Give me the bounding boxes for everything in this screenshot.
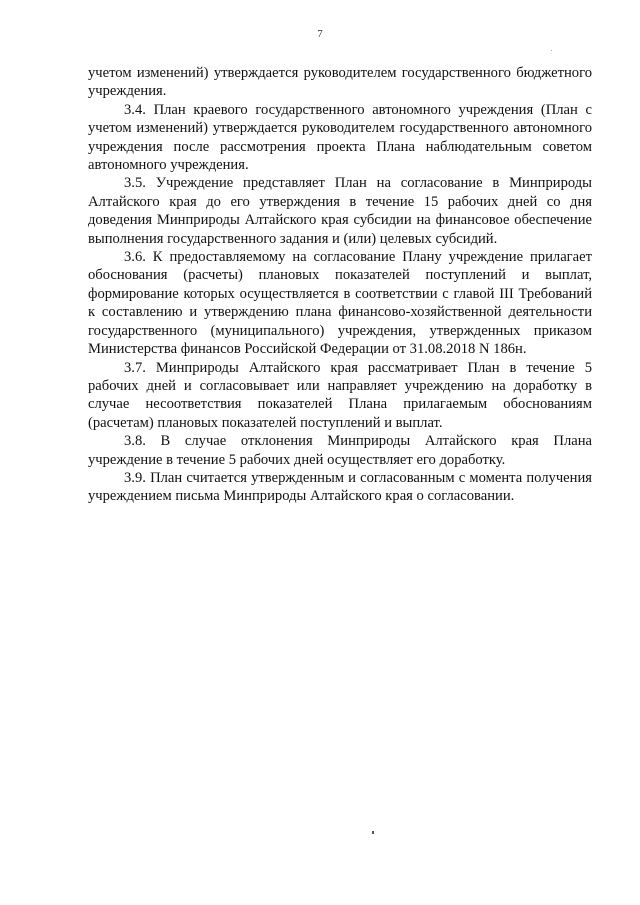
paragraph-3-9: 3.9. План считается утвержденным и согласованным с момента получения учреждением письма Минприроды Алтайского края о согласовании.: [88, 469, 592, 505]
paragraph-3-7: 3.7. Минприроды Алтайского края рассматривает План в течение 5 рабочих дней и согласовывает или направляет учреждению на доработку в случае несоответствия показателей Плана прилагаемым обоснованиям (расчетам) плановых показателей поступлений и выплат.: [88, 359, 592, 431]
paragraph-3-5: 3.5. Учреждение представляет План на согласование в Минприроды Алтайского края до его утверждения в течение 15 рабочих дней со дня доведения Минприроды Алтайского края субсидии на финансовое обеспечение выполнения государственного задания и (или) целевых субсидий.: [88, 175, 592, 247]
scan-speck: [372, 831, 374, 834]
paragraph-3-4: 3.4. План краевого государственного автономного учреждения (План с учетом изменений) утверждается руководителем государственного автономного учреждения после рассмотрения проекта Плана наблюдательным советом автономного учреждения.: [88, 101, 592, 174]
paragraph-3-8: 3.8. В случае отклонения Минприроды Алтайского края Плана учреждение в течение 5 рабочих дней осуществляет его доработку.: [88, 433, 592, 468]
paragraph-continuation: учетом изменений) утверждается руководителем государственного бюджетного учреждения.: [88, 65, 592, 100]
page-number: 7: [317, 28, 323, 40]
paragraph-3-6: 3.6. К предоставляемому на согласование Плану учреждение прилагает обоснования (расчеты) плановых показателей поступлений и выплат, формирование которых осуществляется в соответствии с главой III Требований к составлению и утверждению плана финансово-хозяйственной деятельности государственного (муниципального) учреждения, утвержденных приказом Министерства финансов Российской Федерации от 31.08.2018 N 186н.: [88, 249, 592, 358]
scan-speck: [551, 50, 552, 51]
document-body: [88, 64, 592, 506]
